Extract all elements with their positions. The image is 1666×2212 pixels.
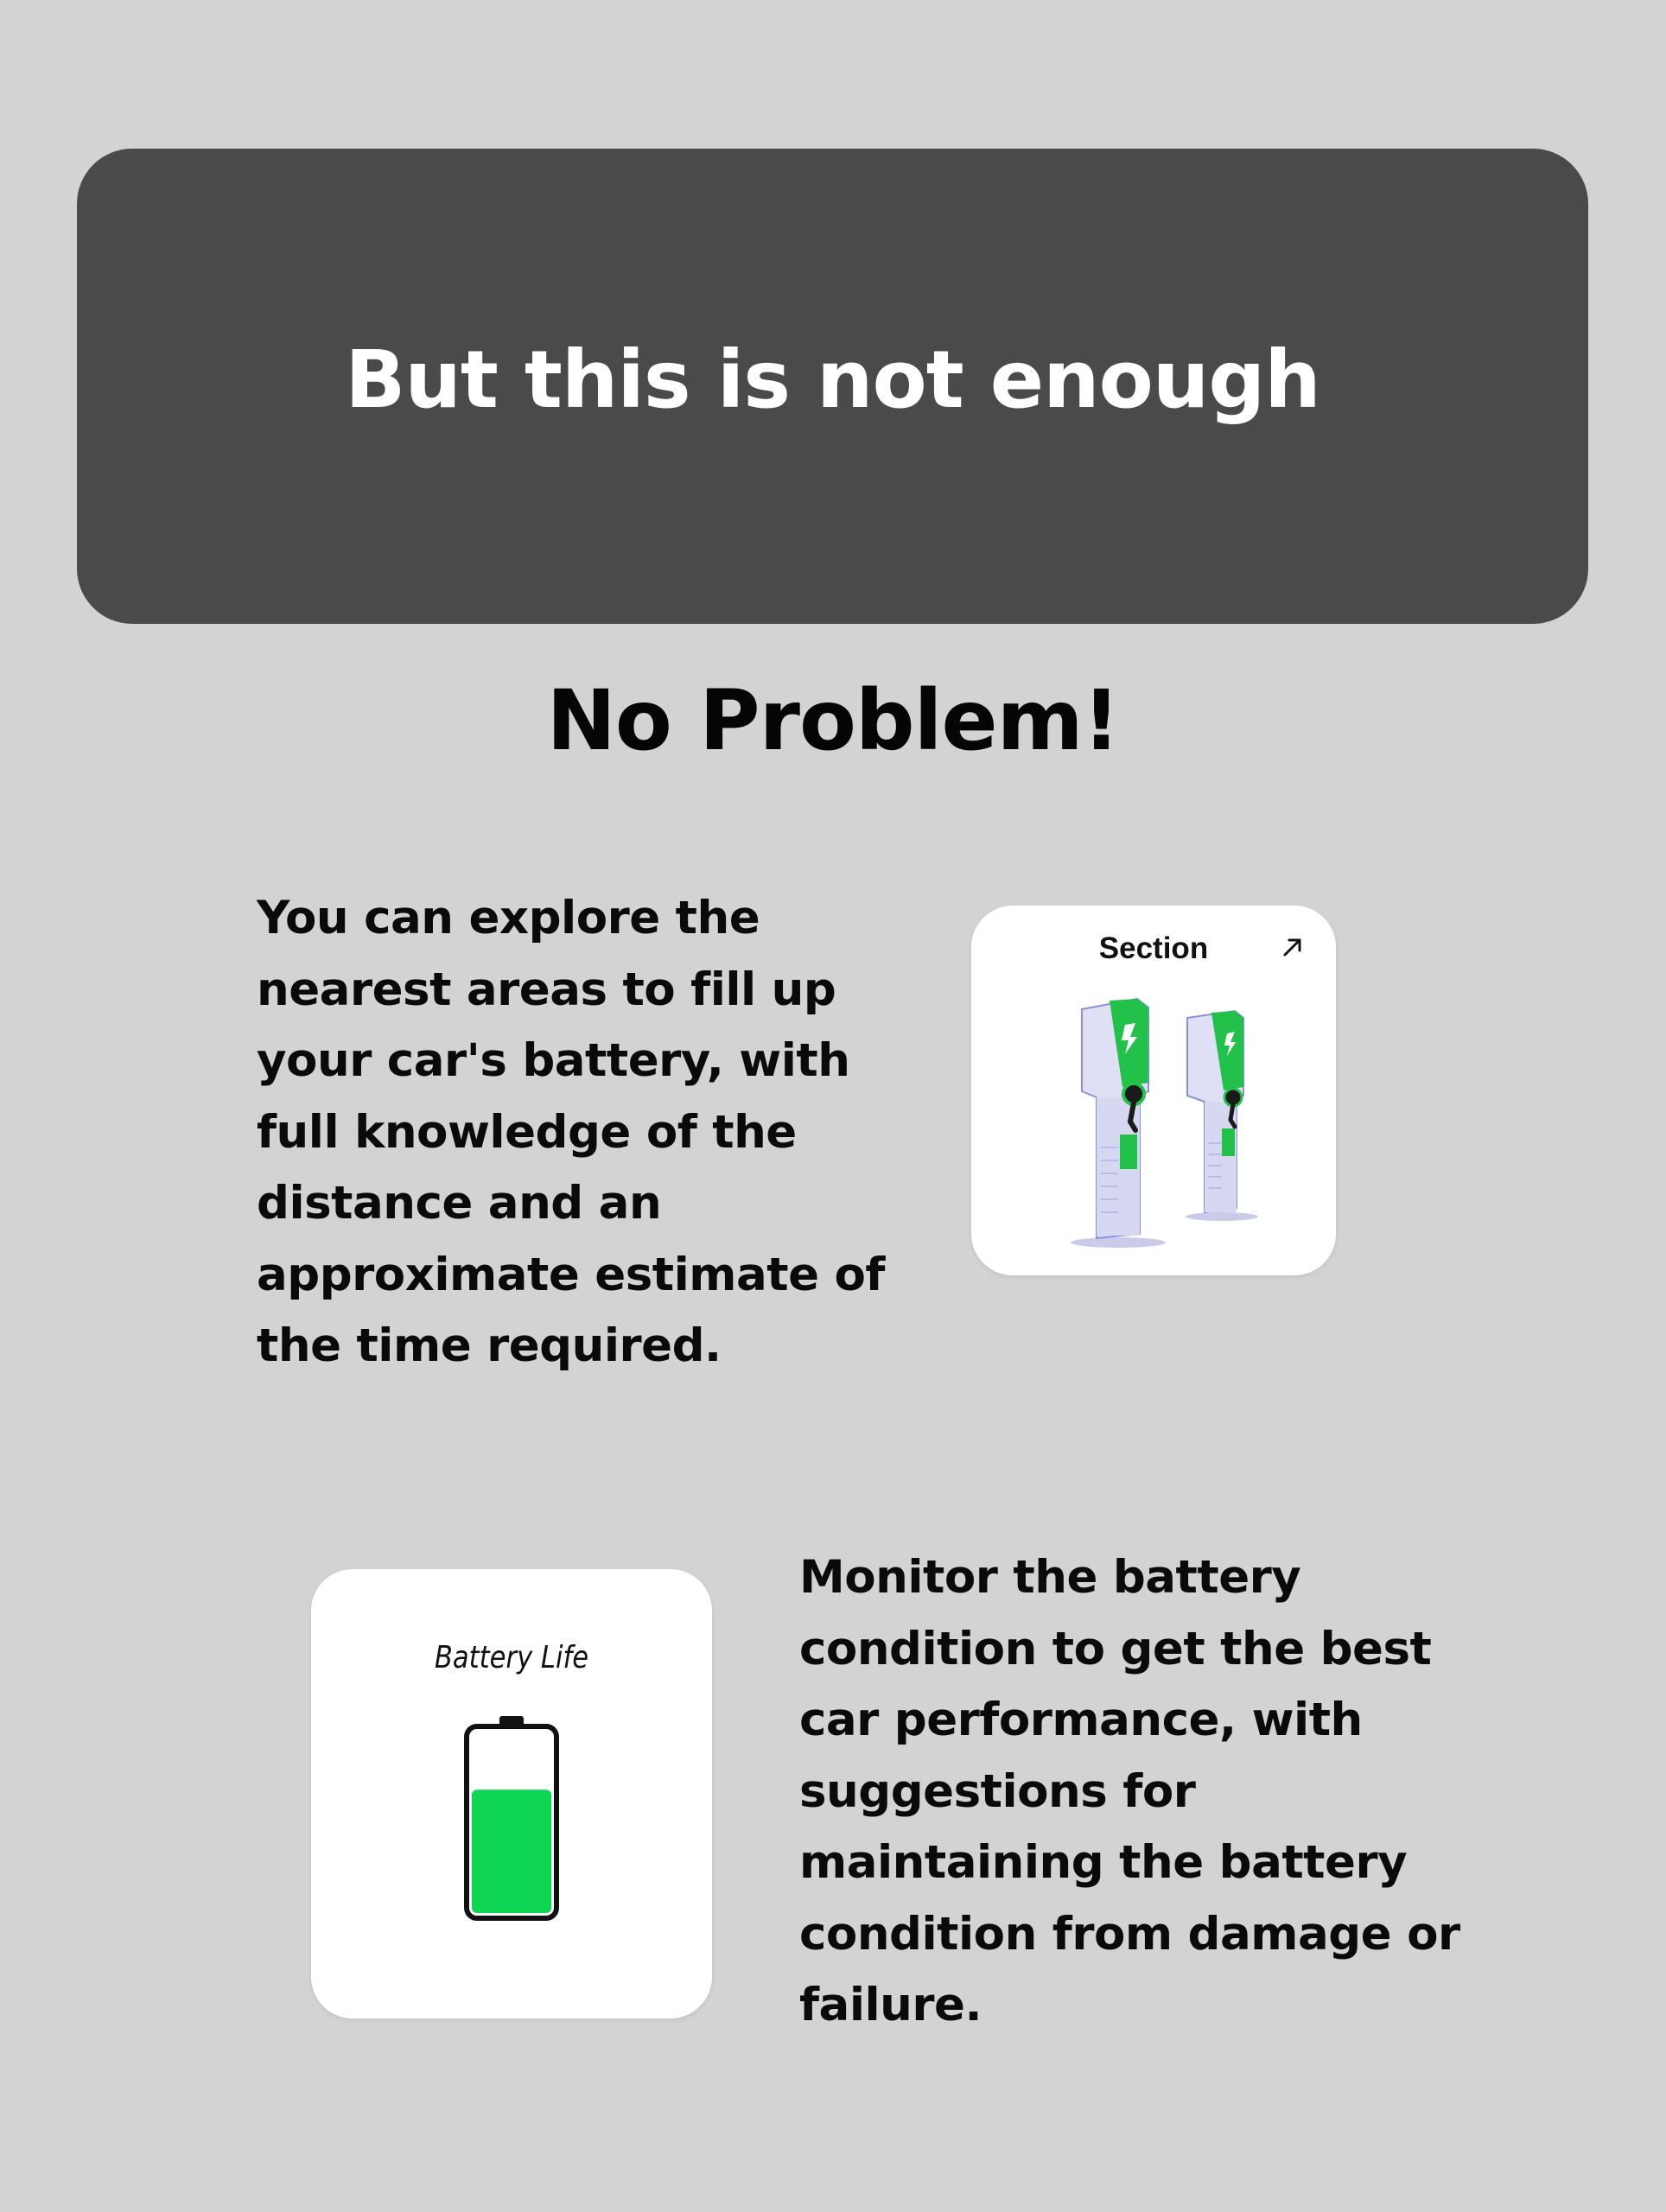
banner <box>77 149 1588 624</box>
section-card[interactable] <box>971 906 1336 1275</box>
banner-title: But this is not enough <box>345 333 1320 426</box>
charging-description: You can explore the nearest areas to fill up your car's battery, with full knowledge of the distance and an approximate estimate of the time required. <box>257 892 885 1372</box>
battery-life-label: Battery Life <box>434 1640 589 1675</box>
battery-life-card[interactable] <box>311 1569 712 2018</box>
battery-icon <box>460 1714 563 1922</box>
subheading: No Problem! <box>546 672 1120 769</box>
battery-description: Monitor the battery condition to get the best car performance, with suggestions for maintaining the battery condition from damage or failure. <box>799 1551 1460 2031</box>
arrow-up-right-icon[interactable] <box>1281 935 1305 959</box>
charging-stations-illustration <box>1058 992 1282 1251</box>
section-card-label: Section <box>1098 931 1209 965</box>
